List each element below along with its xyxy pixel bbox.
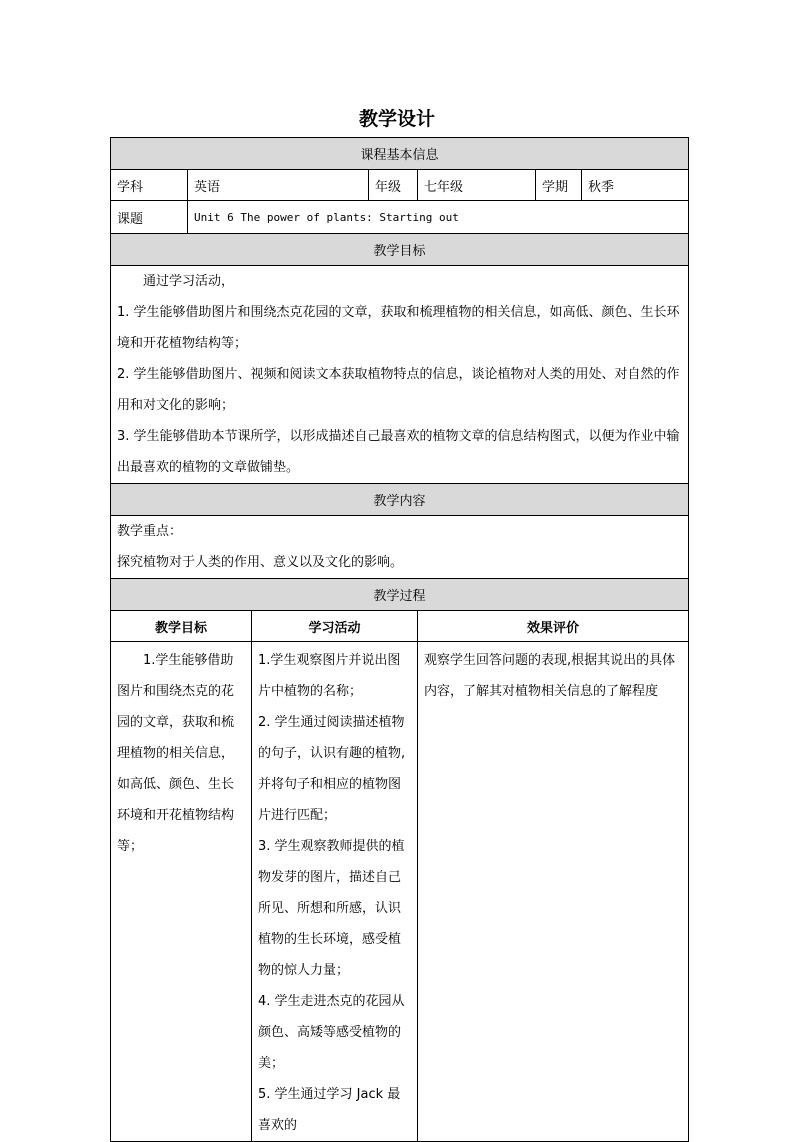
objectives-intro: 通过学习活动， — [143, 274, 235, 289]
eval-text: 观察学生回答问题的表现,根据其说出的具体内容，了解其对植物相关信息的了解程度 — [424, 653, 676, 699]
col-header-eval: 效果评价 — [418, 611, 689, 642]
basic-info-header: 课程基本信息 — [111, 138, 689, 170]
objective-item: 1. 学生能够借助图片和围绕杰克花园的文章，获取和梳理植物的相关信息，如高低、颜色、生长环境和开花植物结构等； — [117, 305, 680, 351]
process-eval-cell — [418, 642, 689, 1142]
grade-value: 七年级 — [418, 170, 536, 201]
content-header: 教学内容 — [111, 484, 689, 516]
activity-item: 2. 学生通过阅读描述植物的句子，认识有趣的植物,并将句子和相应的植物图片进行匹配； — [258, 715, 406, 823]
objective-item: 2. 学生能够借助图片、视频和阅读文本获取植物特点的信息，谈论植物对人类的用处、对自然的作用和对文化的影响； — [117, 367, 680, 413]
subject-value: 英语 — [188, 170, 369, 201]
term-value: 秋季 — [582, 170, 689, 201]
objective-item: 3. 学生能够借助本节课所学，以形成描述自己最喜欢的植物文章的信息结构图式，以便为作业中输出最喜欢的植物的文章做铺垫。 — [117, 429, 680, 475]
topic-label: 课题 — [111, 201, 188, 234]
process-goal-cell — [111, 642, 252, 1142]
document-title: 教学设计 — [358, 108, 435, 130]
content-body — [111, 516, 689, 579]
subject-label: 学科 — [111, 170, 188, 201]
topic-value: Unit 6 The power of plants: Starting out — [188, 201, 689, 234]
key-points-text: 探究植物对于人类的作用、意义以及文化的影响。 — [117, 555, 404, 570]
process-activity-cell — [252, 642, 418, 1142]
activity-item: 5. 学生通过学习 Jack 最喜欢的 — [258, 1087, 401, 1133]
activity-item: 1.学生观察图片并说出图片中植物的名称； — [258, 653, 401, 699]
col-header-goal: 教学目标 — [111, 611, 252, 642]
activity-item: 4. 学生走进杰克的花园从颜色、高矮等感受植物的美； — [258, 994, 405, 1071]
lesson-plan-table — [110, 137, 689, 1142]
process-goal-text: 1.学生能够借助图片和围绕杰克的花园的文章，获取和梳理植物的相关信息，如高低、颜色、生长环境和开花植物结构等； — [117, 653, 235, 854]
objectives-header: 教学目标 — [111, 234, 689, 266]
key-points-label: 教学重点： — [117, 524, 183, 539]
term-label: 学期 — [536, 170, 582, 201]
col-header-activity: 学习活动 — [252, 611, 418, 642]
objectives-body — [111, 266, 689, 484]
grade-label: 年级 — [369, 170, 418, 201]
process-header: 教学过程 — [111, 579, 689, 611]
activity-item: 3. 学生观察教师提供的植物发芽的图片，描述自己所见、所想和所感，认识植物的生长环境，感受植物的惊人力量； — [258, 839, 405, 978]
